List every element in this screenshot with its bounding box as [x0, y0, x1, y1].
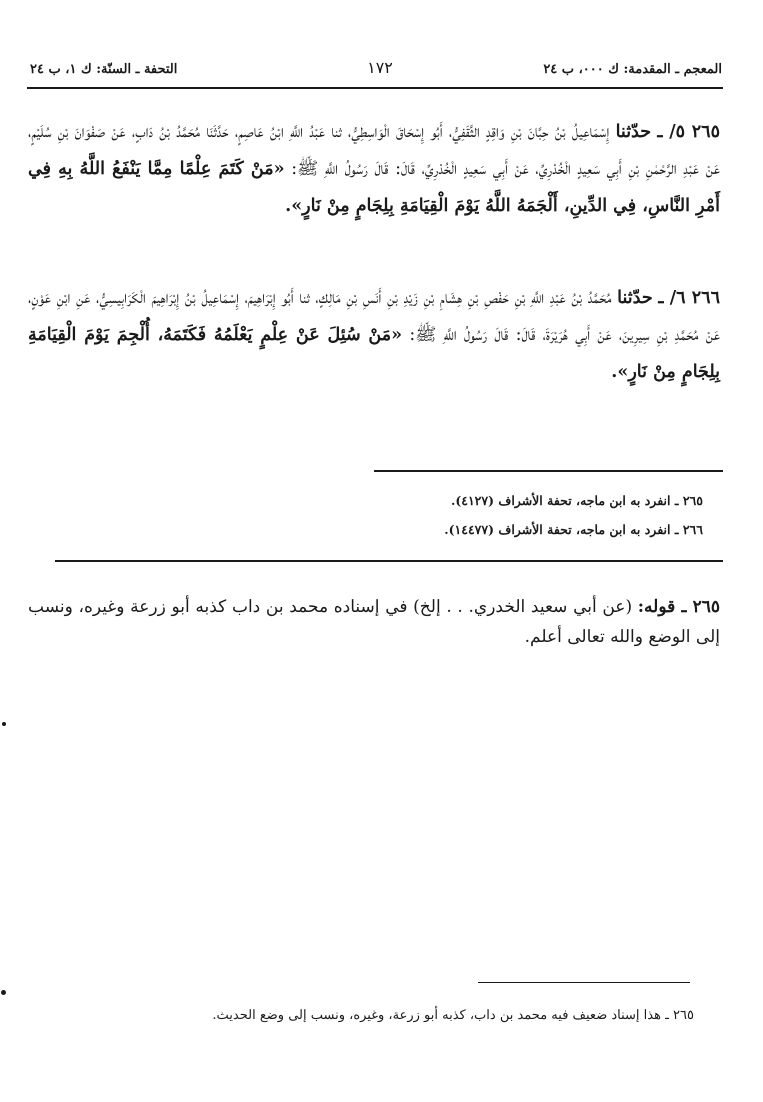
- takhrij-note-266: ٢٦٦ ـ انفرد به ابن ماجه، تحفة الأشراف (١٤٤٧٧).: [444, 522, 703, 537]
- notes-divider: [374, 470, 723, 472]
- header-divider: [27, 87, 723, 89]
- footnote-265: ٢٦٥ ـ هذا إسناد ضعيف فيه محمد بن داب، كذبه أبو زرعة، وغيره، ونسب إلى وضع الحديث.: [212, 1008, 694, 1023]
- commentary-divider: [55, 560, 723, 562]
- hadith-isnad: إِسْمَاعِيلُ بْنُ حِبَّانَ بْنِ وَاقِدٍ الثَّقَفِيُّ، أَبُو إِسْحَاقَ الْوَاسِطِيُّ، ثنا عَبْدُ اللَّهِ ابْنُ عَاصِمٍ، حَدَّثَنَا مُحَمَّدُ بْنُ دَابٍ، عَنْ صَفْوَانَ بْنِ سُلَيْمٍ، عَنْ عَبْدِ الرَّحْمٰنِ بْنِ أَبِي سَعِيدٍ الْخُدْرِيِّ، عَنْ أَبِي سَعِيدٍ الْخُدْرِيِّ، قَالَ: قَالَ رَسُولُ اللَّهِ ﷺ:: [28, 122, 720, 179]
- scan-mark: [2, 722, 6, 726]
- footnote-divider: [478, 982, 690, 983]
- hadith-266: [28, 280, 720, 391]
- header-left-reference: التحفة ـ السنّة: ك ١، ب ٢٤: [30, 62, 178, 77]
- takhrij-note-265: ٢٦٥ ـ انفرد به ابن ماجه، تحفة الأشراف (٤١٢٧).: [450, 493, 703, 508]
- hadith-265: [28, 114, 720, 225]
- hadith-number: ٢٦٦ ٦/ ـ: [658, 288, 720, 308]
- hadith-matn: «مَنْ سُئِلَ عَنْ عِلْمٍ يَعْلَمُهُ فَكَتَمَهُ، أُلْجِمَ يَوْمَ الْقِيَامَةِ بِلِجَامٍ مِنْ نَارٍ».: [28, 325, 720, 382]
- scan-mark: [1, 990, 6, 995]
- header-right-reference: المعجم ـ المقدمة: ك ٠٠٠، ب ٢٤: [543, 62, 722, 77]
- hadith-number: ٢٦٥ ٥/ ـ: [657, 122, 720, 142]
- commentary-label: ٢٦٥ ـ قوله:: [637, 597, 721, 617]
- haddathana-label: حدّثنا: [617, 288, 653, 308]
- commentary-text: (عن أبي سعيد الخدري. . . إلخ) في إسناده محمد بن داب كذبه أبو زرعة وغيره، ونسب إلى الوضع والله تعالى أعلم.: [28, 597, 720, 647]
- hadith-isnad: مُحَمَّدُ بْنُ عَبْدِ اللَّهِ بْنِ حَفْصِ بْنِ هِشَامِ بْنِ زَيْدِ بْنِ أَنَسِ بْنِ مَالِكٍ، ثنا أَبُو إِبْرَاهِيمَ، إِسْمَاعِيلُ بْنُ إِبْرَاهِيمَ الْكَرَابِيسِيُّ، عَنِ ابْنِ عَوْنٍ، عَنْ مُحَمَّدِ بْنِ سِيرِينَ، عَنْ أَبِي هُرَيْرَةَ، قَالَ: قَالَ رَسُولُ اللَّهِ ﷺ:: [28, 288, 720, 345]
- hadith-matn: «مَنْ كَتَمَ عِلْمًا مِمَّا يَنْفَعُ اللَّهُ بِهِ فِي أَمْرِ النَّاسِ، فِي الدِّينِ، أَلْجَمَهُ اللَّهُ يَوْمَ الْقِيَامَةِ بِلِجَامٍ مِنْ نَارٍ».: [28, 159, 720, 216]
- page-number: ١٧٢: [367, 58, 393, 77]
- commentary-265: [28, 592, 720, 652]
- haddathana-label: حدّثنا: [615, 122, 652, 142]
